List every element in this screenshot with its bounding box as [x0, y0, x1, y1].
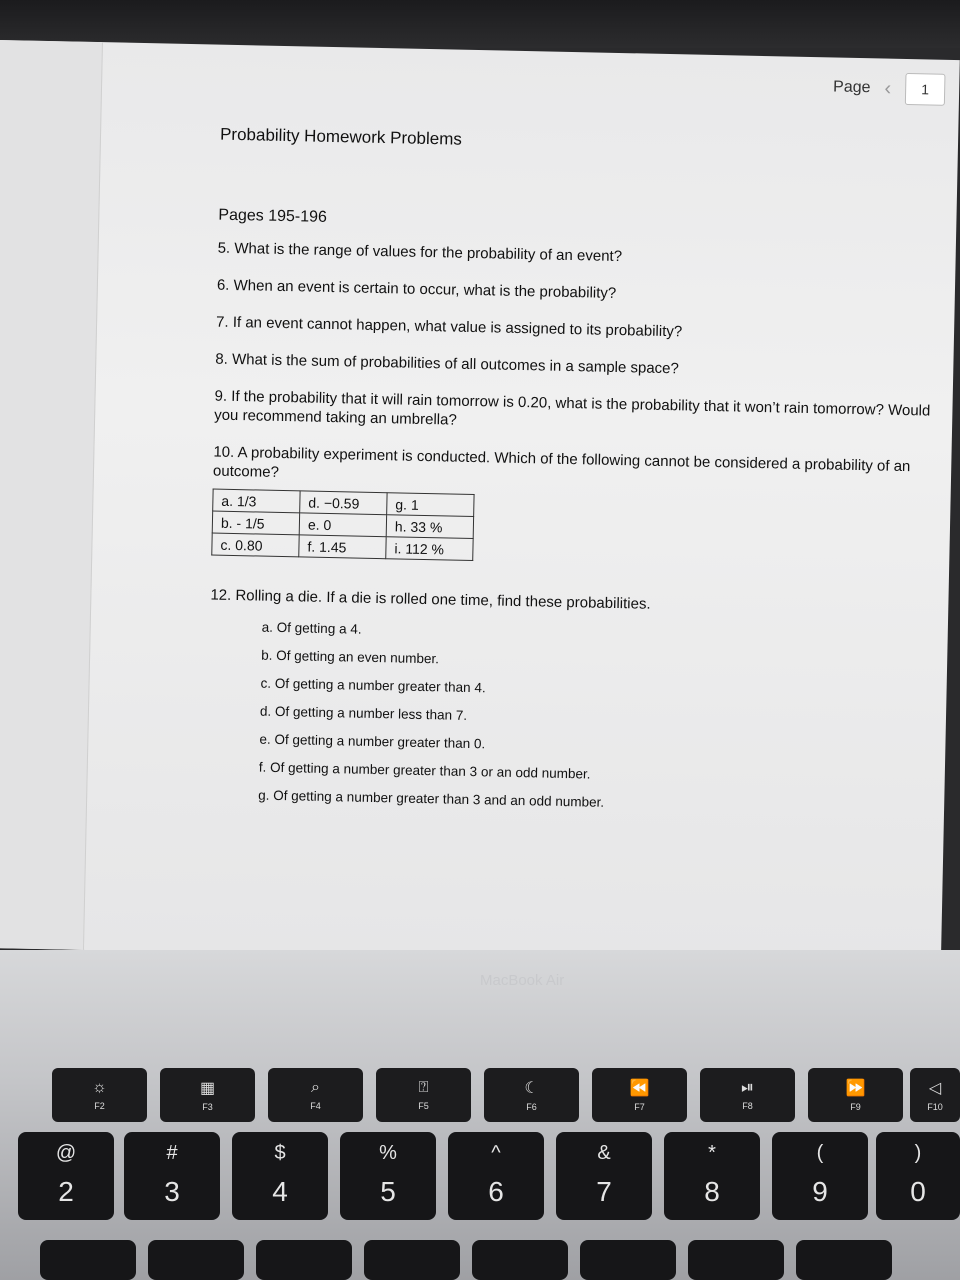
key[interactable]	[472, 1240, 568, 1280]
question-6: 6. When an event is certain to occur, what is the probability?	[216, 276, 617, 302]
sidebar-margin	[0, 40, 103, 950]
key[interactable]	[256, 1240, 352, 1280]
question-10: 10. A probability experiment is conducted. Which of the following cannot be considered a probability of an outcome?	[212, 443, 911, 481]
key-0[interactable]	[876, 1132, 960, 1220]
mute-icon: ◁	[928, 1080, 942, 1097]
key-label: F2	[94, 1101, 105, 1111]
key[interactable]	[796, 1240, 892, 1280]
key-symbol: $	[274, 1142, 286, 1164]
table-row	[212, 533, 473, 560]
list-item: g. Of getting a number greater than 3 and an odd number.	[258, 787, 605, 810]
key-4[interactable]	[232, 1132, 328, 1220]
key[interactable]	[364, 1240, 460, 1280]
table-cell: g. 1	[387, 493, 474, 517]
key-8[interactable]	[664, 1132, 760, 1220]
key-6[interactable]	[448, 1132, 544, 1220]
list-item: f. Of getting a number greater than 3 or an odd number.	[258, 759, 591, 782]
key-number: 0	[910, 1176, 926, 1207]
table-cell: f. 1.45	[299, 535, 386, 559]
key-2[interactable]	[18, 1132, 114, 1220]
list-item: e. Of getting a number greater than 0.	[259, 731, 486, 752]
fast-forward-icon: ⏩	[845, 1080, 866, 1097]
rewind-icon: ⏪	[629, 1080, 650, 1097]
brightness-up-icon: ☼	[92, 1079, 107, 1096]
list-item: d. Of getting a number less than 7.	[259, 703, 468, 723]
play-pause-icon: ⏯	[741, 1079, 754, 1096]
key-number: 5	[380, 1176, 396, 1207]
question-9: 9. If the probability that it will rain tomorrow is 0.20, what is the probability that it won’t rain tomorrow? Would you recommend taking an umbrella?	[214, 387, 931, 429]
key[interactable]	[148, 1240, 244, 1280]
key-number: 7	[596, 1176, 612, 1207]
key-number: 4	[272, 1176, 288, 1207]
table-cell: h. 33 %	[386, 515, 473, 539]
key-number: 3	[164, 1176, 180, 1207]
key[interactable]	[580, 1240, 676, 1280]
page-label: Page	[832, 78, 871, 97]
mission-control-icon: ▦	[199, 1080, 216, 1097]
key-symbol: *	[708, 1142, 716, 1164]
key-label: F8	[742, 1101, 753, 1111]
key-symbol: ^	[491, 1142, 501, 1164]
question-7: 7. If an event cannot happen, what value is assigned to its probability?	[215, 313, 683, 341]
pages-heading: Pages 195-196	[218, 206, 328, 226]
key-number: 9	[812, 1176, 828, 1207]
key[interactable]	[688, 1240, 784, 1280]
f2-key[interactable]	[52, 1068, 147, 1122]
key-symbol: (	[816, 1142, 824, 1164]
f7-key[interactable]	[592, 1068, 687, 1122]
table-cell: i. 112 %	[386, 537, 473, 561]
f4-key[interactable]	[268, 1068, 363, 1122]
screen-bezel	[0, 0, 960, 48]
number-key-row	[0, 1132, 960, 1222]
function-key-row	[0, 1068, 960, 1124]
microphone-icon: ⍰	[418, 1079, 429, 1096]
f6-key[interactable]	[484, 1068, 579, 1122]
list-item: a. Of getting a 4.	[261, 619, 362, 637]
key-symbol: &	[597, 1142, 611, 1164]
laptop-keyboard	[0, 950, 960, 1280]
key-label: F6	[526, 1102, 537, 1112]
page-number-field[interactable]: 1	[905, 73, 946, 106]
list-item: b. Of getting an even number.	[261, 647, 440, 667]
key-label: F9	[850, 1102, 861, 1112]
search-icon: ⌕	[311, 1079, 320, 1096]
table-cell: d. −0.59	[300, 491, 387, 515]
key-label: F10	[927, 1102, 943, 1112]
document-body	[206, 125, 940, 830]
chevron-left-icon[interactable]: ‹	[884, 77, 892, 100]
f5-key[interactable]	[376, 1068, 471, 1122]
key-symbol: @	[55, 1142, 77, 1164]
list-item: c. Of getting a number greater than 4.	[260, 675, 486, 696]
f10-key[interactable]	[910, 1068, 960, 1122]
key-label: F3	[202, 1102, 213, 1112]
question-12: 12. Rolling a die. If a die is rolled one time, find these probabilities.	[210, 586, 651, 613]
question-5: 5. What is the range of values for the probability of an event?	[217, 239, 623, 266]
f8-key[interactable]	[700, 1068, 795, 1122]
do-not-disturb-icon: ☾	[524, 1080, 539, 1097]
options-table	[211, 489, 474, 561]
key-label: F7	[634, 1102, 645, 1112]
question-8: 8. What is the sum of probabilities of all outcomes in a sample space?	[215, 350, 680, 378]
key-symbol: )	[914, 1142, 922, 1164]
key-number: 8	[704, 1176, 720, 1207]
key-number: 6	[488, 1176, 504, 1207]
table-cell: b. - 1/5	[212, 511, 299, 535]
screen	[0, 40, 960, 968]
key-symbol: #	[166, 1142, 178, 1164]
key-label: F4	[310, 1101, 321, 1111]
table-cell: a. 1/3	[213, 489, 300, 513]
key-3[interactable]	[124, 1132, 220, 1220]
page-navigator	[833, 71, 946, 105]
key-symbol: %	[379, 1142, 397, 1164]
key-7[interactable]	[556, 1132, 652, 1220]
brand-label: MacBook Air	[480, 972, 565, 989]
key-5[interactable]	[340, 1132, 436, 1220]
table-cell: e. 0	[299, 513, 386, 537]
key[interactable]	[40, 1240, 136, 1280]
document-title: Probability Homework Problems	[219, 124, 463, 149]
key-label: F5	[418, 1101, 429, 1111]
key-9[interactable]	[772, 1132, 868, 1220]
key-number: 2	[58, 1176, 74, 1207]
f9-key[interactable]	[808, 1068, 903, 1122]
letter-key-row	[0, 1240, 960, 1280]
f3-key[interactable]	[160, 1068, 255, 1122]
table-cell: c. 0.80	[212, 533, 299, 557]
